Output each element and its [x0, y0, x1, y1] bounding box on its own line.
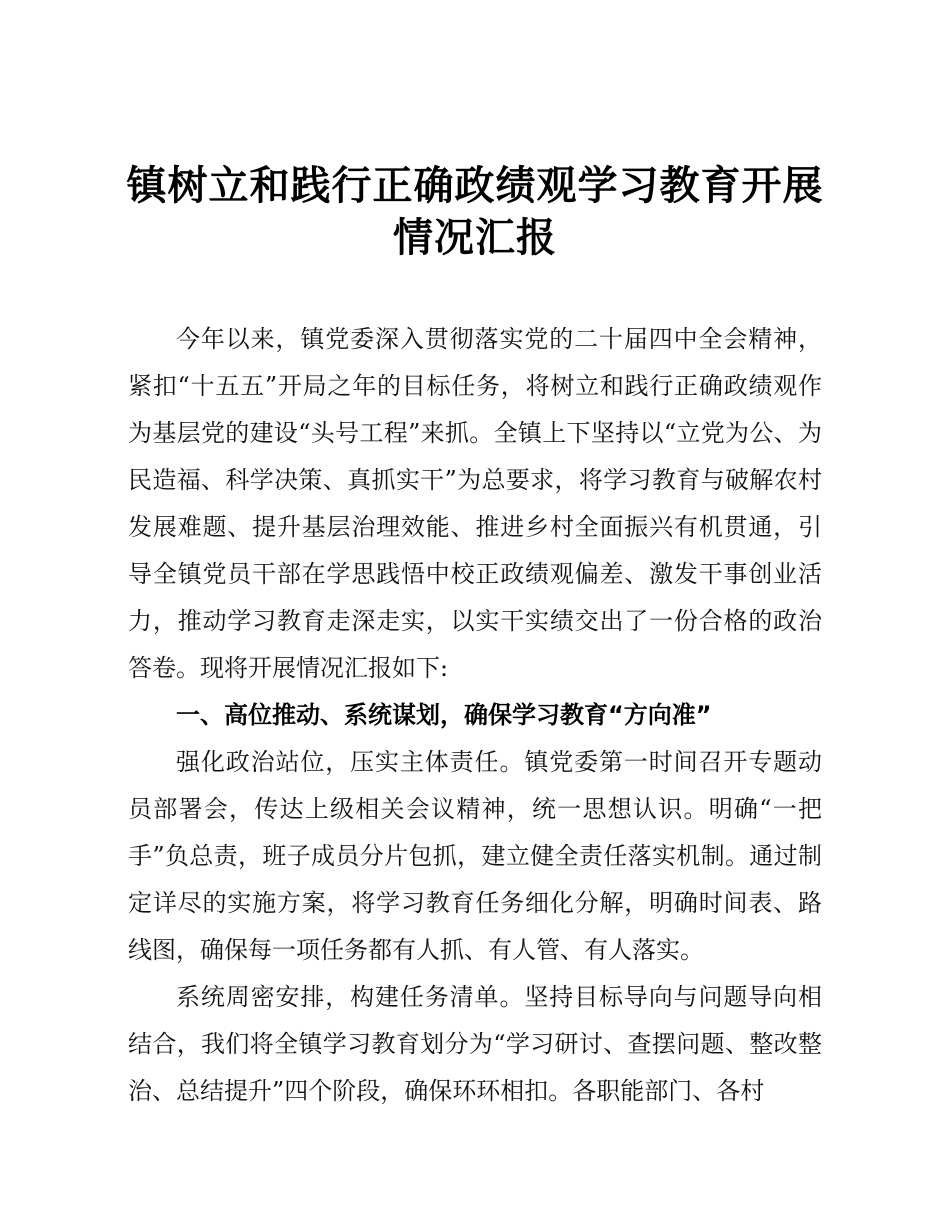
section-1-paragraph-2: 系统周密安排，构建任务清单。坚持目标导向与问题导向相结合，我们将全镇学习教育划分为“学习研讨、查摆问题、整改整治、总结提升”四个阶段，确保环环相扣。各职能部门、各村 [128, 983, 822, 1105]
intro-paragraph: 今年以来，镇党委深入贯彻落实党的二十届四中全会精神，紧扣“十五五”开局之年的目标任务，将树立和践行正确政绩观作为基层党的建设“头号工程”来抓。全镇上下坚持以“立党为公、为民造福、科学决策、真抓实干”为总要求，将学习教育与破解农村发展难题、提升基层治理效能、推进乡村全面振兴有机贯通，引导全镇党员干部在学思践悟中校正政绩观偏差、激发干事创业活力，推动学习教育走深走实，以实干实绩交出了一份合格的政治答卷。现将开展情况汇报如下: [128, 325, 822, 682]
title-line-2: 情况汇报 [393, 215, 557, 261]
document-title [120, 160, 830, 264]
title-line-1: 镇树立和践行正确政绩观学习教育开展 [126, 163, 824, 209]
section-1-heading: 一、高位推动、系统谋划，确保学习教育“方向准” [176, 701, 712, 729]
section-1-paragraph-1: 强化政治站位，压实主体责任。镇党委第一时间召开专题动员部署会，传达上级相关会议精神，统一思想认识。明确“一把手”负总责，班子成员分片包抓，建立健全责任落实机制。通过制定详尽的实施方案，将学习教育任务细化分解，明确时间表、路线图，确保每一项任务都有人抓、有人管、有人落实。 [128, 748, 822, 964]
document-body [128, 316, 822, 1115]
